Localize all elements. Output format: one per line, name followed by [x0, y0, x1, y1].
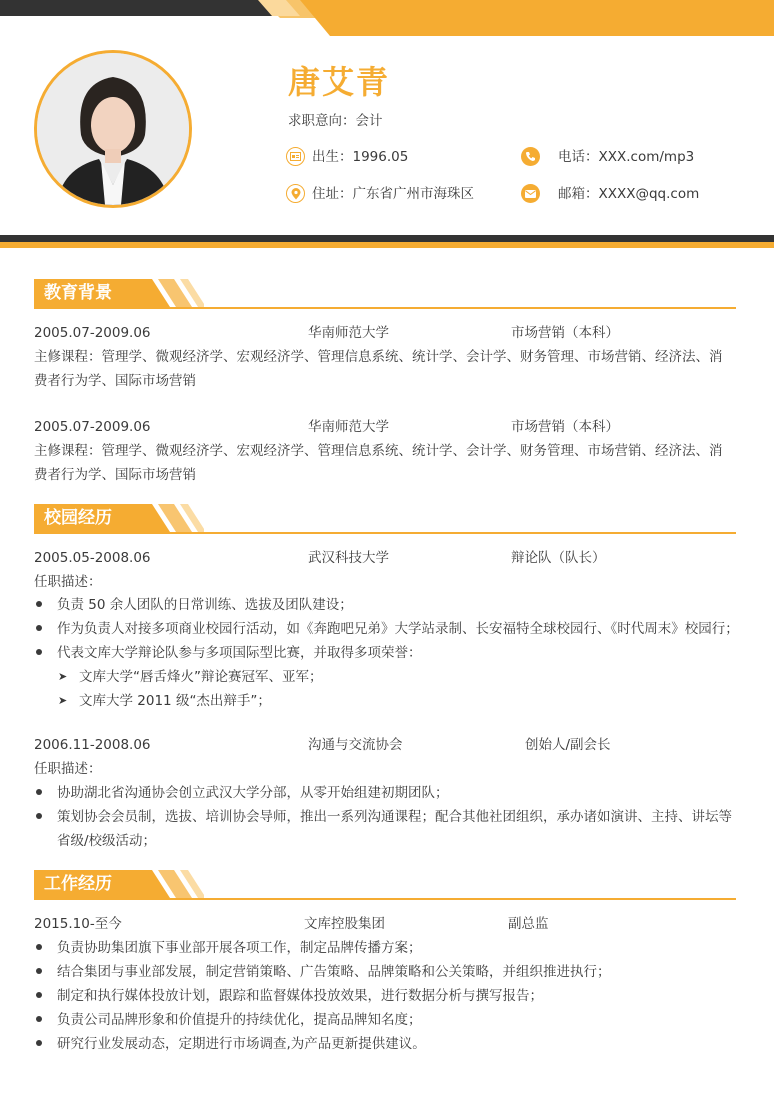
bullet-dot [36, 601, 42, 607]
edu-date: 2005.07-2009.06 [34, 325, 151, 341]
work-bullet: 制定和执行媒体投放计划，跟踪和监督媒体投放效果，进行数据分析与撰写报告； [57, 988, 543, 1004]
work-role: 副总监 [508, 916, 549, 932]
campus-role: 辩论队（队长） [511, 550, 606, 566]
section-heading-education [34, 279, 736, 309]
bullet-dot [36, 649, 42, 655]
campus-bullet: 代表文库大学辩论队参与多项国际型比赛，并取得多项荣誉： [57, 645, 422, 661]
bullet-dot [36, 992, 42, 998]
section-title: 校园经历 [44, 508, 112, 528]
bullet-dot [36, 1016, 42, 1022]
email: 邮箱：XXXX@qq.com [558, 186, 700, 202]
desc-label: 任职描述： [34, 574, 102, 590]
header-decoration [0, 0, 774, 36]
avatar [34, 50, 192, 208]
address: 住址：广东省广州市海珠区 [312, 186, 474, 202]
section-heading-work [34, 870, 736, 900]
work-bullet: 结合集团与事业部发展，制定营销策略、广告策略、品牌策略和公关策略，并组织推进执行； [57, 964, 611, 980]
edu-date: 2005.07-2009.06 [34, 419, 151, 435]
honor-item: 文库大学 2011 级“杰出辩手”； [79, 693, 271, 709]
campus-date: 2005.05-2008.06 [34, 550, 151, 566]
bullet-dot [36, 944, 42, 950]
campus-bullet: 负责 50 余人团队的日常训练、选拔及团队建设； [57, 597, 353, 613]
edu-courses: 主修课程：管理学、微观经济学、宏观经济学、管理信息系统、统计学、会计学、财务管理、市场营销、经济法、消 [34, 349, 723, 365]
bullet-dot [36, 813, 42, 819]
honor-item: 文库大学“唇舌烽火”辩论赛冠军、亚军； [79, 669, 323, 685]
edu-courses-cont: 费者行为学、国际市场营销 [34, 467, 196, 483]
phone-icon [521, 147, 540, 166]
bullet-dot [36, 625, 42, 631]
arrow-bullet-icon: ➤ [58, 670, 68, 683]
arrow-bullet-icon: ➤ [58, 694, 68, 707]
job-objective: 求职意向：会计 [288, 113, 383, 129]
work-bullet: 负责协助集团旗下事业部开展各项工作，制定品牌传播方案； [57, 940, 422, 956]
bullet-dot [36, 968, 42, 974]
work-bullet: 研究行业发展动态，定期进行市场调查,为产品更新提供建议。 [57, 1036, 426, 1052]
campus-bullet: 策划协会会员制，选拔、培训协会导师，推出一系列沟通课程；配合其他社团组织，承办诸如演讲、主持、讲坛等 [57, 809, 732, 825]
edu-courses: 主修课程：管理学、微观经济学、宏观经济学、管理信息系统、统计学、会计学、财务管理、市场营销、经济法、消 [34, 443, 723, 459]
section-title: 教育背景 [44, 283, 112, 303]
edu-school: 华南师范大学 [308, 419, 389, 435]
work-company: 文库控股集团 [304, 916, 385, 932]
campus-bullet: 协助湖北省沟通协会创立武汉大学分部，从零开始组建初期团队； [57, 785, 449, 801]
email-envelope-icon [521, 184, 540, 203]
campus-org: 武汉科技大学 [308, 550, 389, 566]
edu-major: 市场营销（本科） [511, 419, 619, 435]
section-heading-campus [34, 504, 736, 534]
work-bullet: 负责公司品牌形象和价值提升的持续优化，提高品牌知名度； [57, 1012, 422, 1028]
edu-major: 市场营销（本科） [511, 325, 619, 341]
birthday-card-icon [286, 147, 305, 166]
campus-bullet: 作为负责人对接多项商业校园行活动，如《奔跑吧兄弟》大学站录制、长安福特全球校园行、《时代周末》校园行； [57, 621, 739, 637]
work-date: 2015.10-至今 [34, 916, 122, 932]
campus-bullet-cont: 省级/校级活动； [57, 833, 157, 849]
edu-courses-cont: 费者行为学、国际市场营销 [34, 373, 196, 389]
phone: 电话：XXX.com/mp3 [558, 149, 695, 165]
section-title: 工作经历 [44, 874, 112, 894]
edu-school: 华南师范大学 [308, 325, 389, 341]
campus-org: 沟通与交流协会 [308, 737, 403, 753]
header-divider [0, 235, 774, 248]
bullet-dot [36, 1040, 42, 1046]
birth-date: 出生：1996.05 [312, 149, 409, 165]
campus-date: 2006.11-2008.06 [34, 737, 151, 753]
desc-label: 任职描述： [34, 761, 102, 777]
campus-role: 创始人/副会长 [525, 737, 611, 753]
candidate-name: 唐艾青 [288, 63, 391, 101]
location-pin-icon [286, 184, 305, 203]
bullet-dot [36, 789, 42, 795]
